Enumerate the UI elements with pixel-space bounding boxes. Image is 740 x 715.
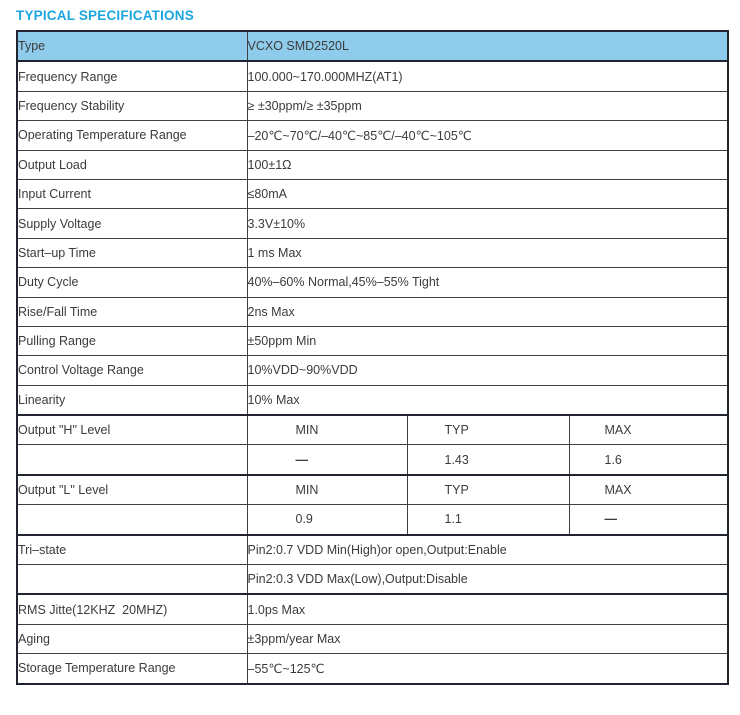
output-l-level-header-row xyxy=(17,475,728,505)
spec-label: Frequency Stability xyxy=(17,91,247,120)
header-type-label: Type xyxy=(17,31,247,61)
l-level-min-value: 0.9 xyxy=(247,505,407,535)
table-row xyxy=(17,91,728,120)
spec-value: 1.0ps Max xyxy=(247,594,728,624)
h-level-max-value: 1.6 xyxy=(569,445,728,475)
column-header-typ: TYP xyxy=(407,475,569,505)
spec-label: Output "H" Level xyxy=(17,415,247,445)
spec-label: RMS Jitte(12KHZ 20MHZ) xyxy=(17,594,247,624)
spec-label: Start–up Time xyxy=(17,238,247,267)
tri-state-disable-condition: Pin2:0.3 VDD Max(Low),Output:Disable xyxy=(247,565,728,595)
column-header-min: MIN xyxy=(247,415,407,445)
spec-label: Input Current xyxy=(17,179,247,208)
spec-value: 100±1Ω xyxy=(247,150,728,179)
spec-label: Output Load xyxy=(17,150,247,179)
l-level-max-value: — xyxy=(569,505,728,535)
output-l-level-values-row xyxy=(17,505,728,535)
empty-cell xyxy=(17,445,247,475)
table-row xyxy=(17,594,728,624)
table-header-row xyxy=(17,31,728,61)
table-row xyxy=(17,356,728,385)
empty-cell xyxy=(17,505,247,535)
column-header-min: MIN xyxy=(247,475,407,505)
spec-label: Frequency Range xyxy=(17,61,247,91)
table-row xyxy=(17,624,728,653)
spec-value: ±3ppm/year Max xyxy=(247,624,728,653)
spec-label: Rise/Fall Time xyxy=(17,297,247,326)
spec-label: Control Voltage Range xyxy=(17,356,247,385)
spec-value: ≤80mA xyxy=(247,179,728,208)
table-row xyxy=(17,238,728,267)
spec-value: 10% Max xyxy=(247,385,728,415)
column-header-max: MAX xyxy=(569,415,728,445)
spec-value: 40%–60% Normal,45%–55% Tight xyxy=(247,268,728,297)
tri-state-row-1 xyxy=(17,535,728,565)
spec-value: –20℃~70℃/–40℃~85℃/–40℃~105℃ xyxy=(247,121,728,150)
specifications-table xyxy=(16,30,729,685)
spec-value: –55℃~125℃ xyxy=(247,654,728,684)
spec-value: 1 ms Max xyxy=(247,238,728,267)
table-row xyxy=(17,121,728,150)
spec-label: Supply Voltage xyxy=(17,209,247,238)
output-h-level-values-row xyxy=(17,445,728,475)
spec-value: 100.000~170.000MHZ(AT1) xyxy=(247,61,728,91)
spec-label: Output "L" Level xyxy=(17,475,247,505)
spec-value: 2ns Max xyxy=(247,297,728,326)
spec-label: Aging xyxy=(17,624,247,653)
spec-value: ±50ppm Min xyxy=(247,326,728,355)
output-h-level-header-row xyxy=(17,415,728,445)
spec-value: ≥ ±30ppm/≥ ±35ppm xyxy=(247,91,728,120)
spec-value: 3.3V±10% xyxy=(247,209,728,238)
spec-label: Storage Temperature Range xyxy=(17,654,247,684)
tri-state-row-2 xyxy=(17,565,728,595)
column-header-typ: TYP xyxy=(407,415,569,445)
l-level-typ-value: 1.1 xyxy=(407,505,569,535)
table-row xyxy=(17,61,728,91)
spec-value: 10%VDD~90%VDD xyxy=(247,356,728,385)
spec-label: Pulling Range xyxy=(17,326,247,355)
table-row xyxy=(17,209,728,238)
table-row xyxy=(17,150,728,179)
table-row xyxy=(17,654,728,684)
h-level-typ-value: 1.43 xyxy=(407,445,569,475)
tri-state-enable-condition: Pin2:0.7 VDD Min(High)or open,Output:Enable xyxy=(247,535,728,565)
spec-label: Duty Cycle xyxy=(17,268,247,297)
table-row xyxy=(17,326,728,355)
table-row xyxy=(17,179,728,208)
table-row xyxy=(17,297,728,326)
table-row xyxy=(17,385,728,415)
spec-label: Operating Temperature Range xyxy=(17,121,247,150)
empty-cell xyxy=(17,565,247,595)
table-row xyxy=(17,268,728,297)
spec-label: Linearity xyxy=(17,385,247,415)
column-header-max: MAX xyxy=(569,475,728,505)
spec-label: Tri–state xyxy=(17,535,247,565)
page-title: TYPICAL SPECIFICATIONS xyxy=(16,8,194,23)
header-part-number: VCXO SMD2520L xyxy=(247,31,728,61)
h-level-min-value: — xyxy=(247,445,407,475)
